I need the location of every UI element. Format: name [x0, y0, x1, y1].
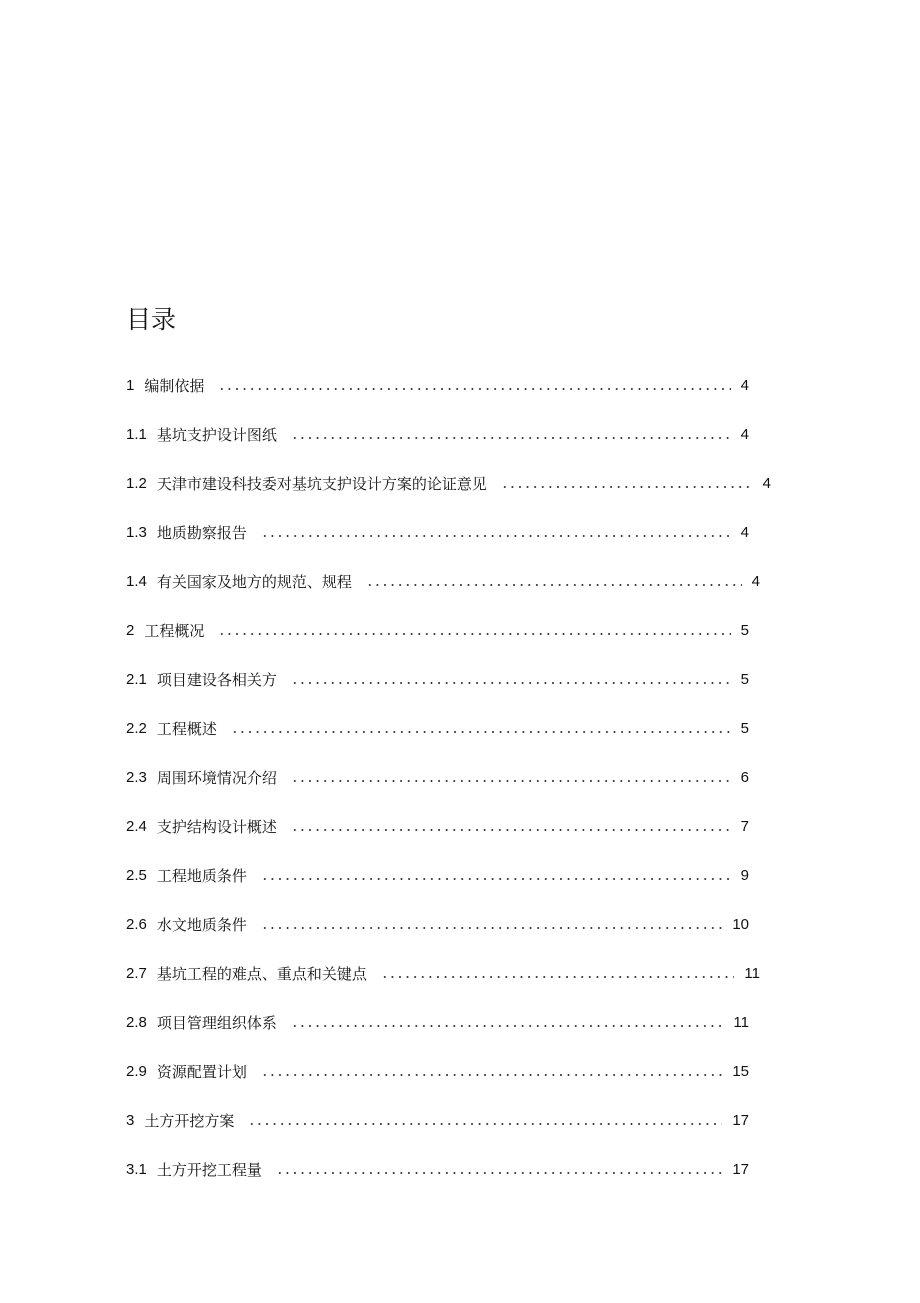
toc-leader-dots	[291, 780, 731, 782]
toc-entry-title: 地质勘察报告	[156, 523, 247, 542]
toc-leader-dots	[261, 1074, 722, 1076]
toc-entry-number: 2.9	[126, 1062, 147, 1080]
toc-leader-dots	[366, 584, 742, 586]
toc-leader-dots	[291, 829, 731, 831]
toc-entry-title: 工程概述	[156, 719, 217, 738]
toc-entry-page: 15	[732, 1062, 749, 1080]
toc-entry-page: 9	[740, 866, 749, 884]
toc-entry-number: 1.3	[126, 523, 147, 541]
toc-leader-dots	[231, 731, 731, 733]
toc-entry-number: 1	[126, 376, 135, 394]
toc-entry[interactable]	[126, 862, 749, 888]
toc-entry-number: 1.1	[126, 425, 147, 443]
toc-leader-dots	[291, 1025, 724, 1027]
toc-leader-dots	[291, 437, 731, 439]
toc-entry-number: 1.2	[126, 474, 147, 492]
toc-entry-title: 工程地质条件	[156, 866, 247, 885]
toc-entry[interactable]	[126, 470, 771, 496]
toc-entry-title: 土方开挖方案	[144, 1111, 235, 1130]
toc-entry-page: 4	[740, 523, 749, 541]
toc-entry-number: 2.5	[126, 866, 147, 884]
toc-leader-dots	[501, 486, 753, 488]
toc-entry-number: 3.1	[126, 1160, 147, 1178]
toc-entry-title: 项目管理组织体系	[156, 1013, 277, 1032]
toc-entry-page: 6	[740, 768, 749, 786]
toc-entry-number: 2.7	[126, 964, 147, 982]
toc-entry-number: 2	[126, 621, 135, 639]
toc-entry[interactable]	[126, 1058, 749, 1084]
toc-entry-page: 4	[740, 376, 749, 394]
toc-entry-title: 资源配置计划	[156, 1062, 247, 1081]
toc-leader-dots	[218, 633, 730, 635]
toc-entry-number: 2.2	[126, 719, 147, 737]
toc-entry-number: 2.1	[126, 670, 147, 688]
toc-entry[interactable]	[126, 666, 749, 692]
toc-entry-title: 水文地质条件	[156, 915, 247, 934]
toc-entry-number: 2.4	[126, 817, 147, 835]
toc-entry[interactable]	[126, 421, 749, 447]
toc-entry-title: 有关国家及地方的规范、规程	[156, 572, 352, 591]
toc-entry[interactable]	[126, 764, 749, 790]
toc-leader-dots	[261, 927, 722, 929]
toc-leader-dots	[248, 1123, 722, 1125]
toc-entry[interactable]	[126, 1009, 749, 1035]
toc-entry-page: 10	[732, 915, 749, 933]
toc-entry-number: 2.6	[126, 915, 147, 933]
toc-entry-number: 2.8	[126, 1013, 147, 1031]
toc-title: 目录	[126, 305, 177, 334]
toc-entry-title: 工程概况	[144, 621, 205, 640]
toc-entry-number: 1.4	[126, 572, 147, 590]
toc-entry[interactable]	[126, 1156, 749, 1182]
toc-entry-page: 4	[762, 474, 771, 492]
toc-entry[interactable]	[126, 715, 749, 741]
toc-entry-page: 17	[732, 1111, 749, 1129]
toc-leader-dots	[276, 1172, 722, 1174]
toc-leader-dots	[261, 535, 731, 537]
toc-entry[interactable]	[126, 911, 749, 937]
toc-entry-title: 土方开挖工程量	[156, 1160, 262, 1179]
toc-entry-number: 3	[126, 1111, 135, 1129]
toc-leader-dots	[261, 878, 731, 880]
toc-entry[interactable]	[126, 372, 749, 398]
toc-entry-title: 天津市建设科技委对基坑支护设计方案的论证意见	[156, 474, 487, 493]
toc-entry-page: 4	[751, 572, 760, 590]
toc-entry-page: 11	[733, 1013, 749, 1031]
toc-entry-page: 5	[740, 670, 749, 688]
toc-entry-title: 基坑工程的难点、重点和关键点	[156, 964, 367, 983]
toc-leader-dots	[218, 388, 730, 390]
toc-entry[interactable]	[126, 519, 749, 545]
toc-entry-page: 11	[744, 964, 760, 982]
toc-entry[interactable]	[126, 1107, 749, 1133]
toc-entry-page: 5	[740, 621, 749, 639]
toc-entry[interactable]	[126, 813, 749, 839]
toc-leader-dots	[291, 682, 731, 684]
toc-entry-page: 5	[740, 719, 749, 737]
toc-entry-title: 支护结构设计概述	[156, 817, 277, 836]
toc-leader-dots	[381, 976, 735, 978]
toc-entry-title: 基坑支护设计图纸	[156, 425, 277, 444]
toc-entry-title: 项目建设各相关方	[156, 670, 277, 689]
toc-entry-number: 2.3	[126, 768, 147, 786]
toc-entry-page: 17	[732, 1160, 749, 1178]
toc-entry[interactable]	[126, 568, 760, 594]
toc-entry[interactable]	[126, 617, 749, 643]
toc-entry-title: 周围环境情况介绍	[156, 768, 277, 787]
toc-entry[interactable]	[126, 960, 760, 986]
toc-entry-title: 编制依据	[144, 376, 205, 395]
toc-entry-page: 7	[740, 817, 749, 835]
toc-entry-page: 4	[740, 425, 749, 443]
